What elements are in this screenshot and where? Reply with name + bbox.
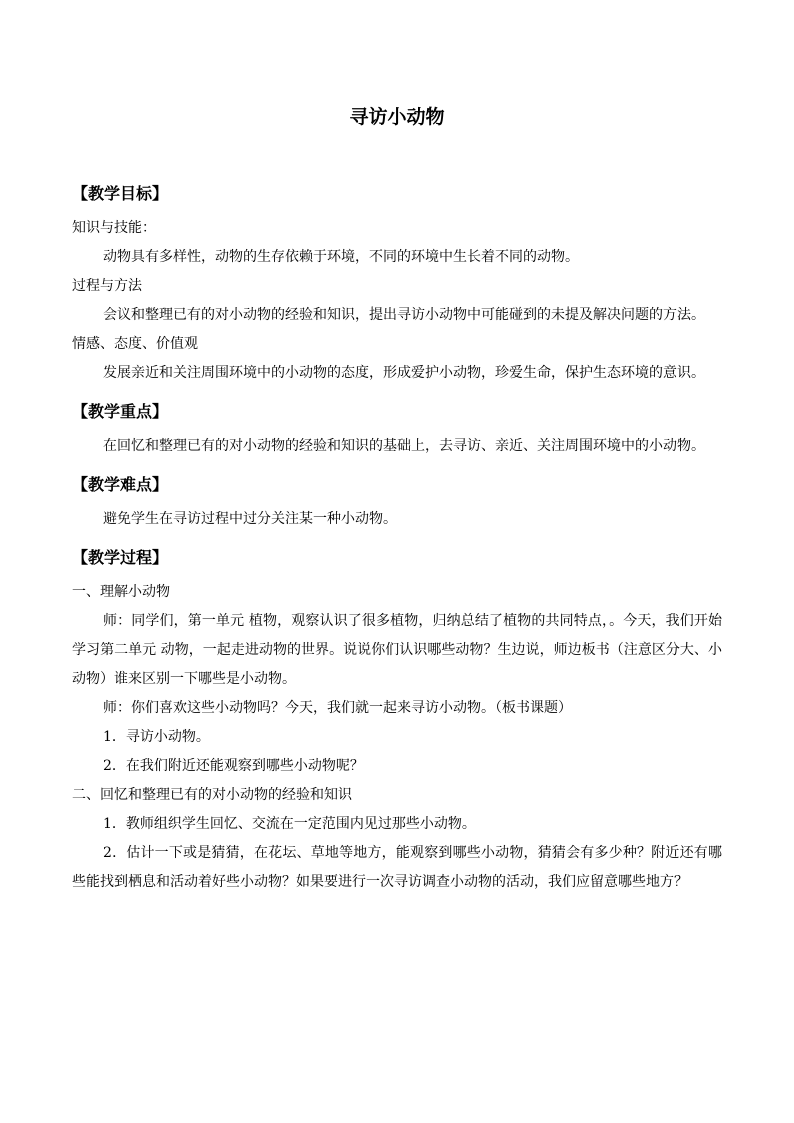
heading-teaching-goals: 【教学目标】	[72, 184, 169, 203]
part1-paragraph-1: 师：同学们，第一单元 植物，观察认识了很多植物，归纳总结了植物的共同特点，。今天，我们开始学习第二单元 动物，一起走进动物的世界。说说你们认识哪些动物？生边说，师边板书（注意区分大、小动物）谁来区别一下哪些是小动物。	[72, 613, 722, 687]
part1-item-1: 1．寻访小动物。	[103, 729, 210, 745]
document-title: 寻访小动物	[349, 106, 445, 128]
part1-item-2: 2．在我们附近还能观察到哪些小动物呢？	[103, 758, 364, 774]
part1-label: 一、理解小动物	[72, 584, 170, 600]
knowledge-skills-label: 知识与技能：	[72, 220, 156, 236]
heading-teaching-difficulty: 【教学难点】	[72, 475, 169, 494]
emotion-values-label: 情感、态度、价值观	[72, 336, 198, 352]
part2-item-1: 1．教师组织学生回忆、交流在一定范围内见过那些小动物。	[103, 816, 476, 832]
teaching-difficulty-text: 避免学生在寻访过程中过分关注某一种小动物。	[103, 511, 397, 527]
knowledge-skills-text: 动物具有多样性，动物的生存依赖于环境，不同的环境中生长着不同的动物。	[103, 249, 579, 265]
part2-item-2: 2．估计一下或是猜猜，在花坛、草地等地方，能观察到哪些小动物，猜猜会有多少种？附近还有哪些能找到栖息和活动着好些小动物？如果要进行一次寻访调查小动物的活动，我们应留意哪些地方？	[72, 845, 722, 890]
teaching-key-text: 在回忆和整理已有的对小动物的经验和知识的基础上，去寻访、亲近、关注周围环境中的小动物。	[103, 438, 705, 454]
process-method-label: 过程与方法	[72, 278, 142, 294]
emotion-values-text: 发展亲近和关注周围环境中的小动物的态度，形成爱护小动物，珍爱生命，保护生态环境的意识。	[103, 365, 705, 381]
part1-paragraph-2: 师：你们喜欢这些小动物吗？今天，我们就一起来寻访小动物。（板书课题）	[103, 700, 572, 716]
process-method-text: 会议和整理已有的对小动物的经验和知识，提出寻访小动物中可能碰到的未提及解决问题的方法。	[103, 307, 705, 323]
heading-teaching-key: 【教学重点】	[72, 402, 169, 421]
part2-label: 二、回忆和整理已有的对小动物的经验和知识	[72, 787, 352, 803]
document-page	[72, 100, 722, 897]
heading-teaching-process: 【教学过程】	[72, 548, 169, 567]
